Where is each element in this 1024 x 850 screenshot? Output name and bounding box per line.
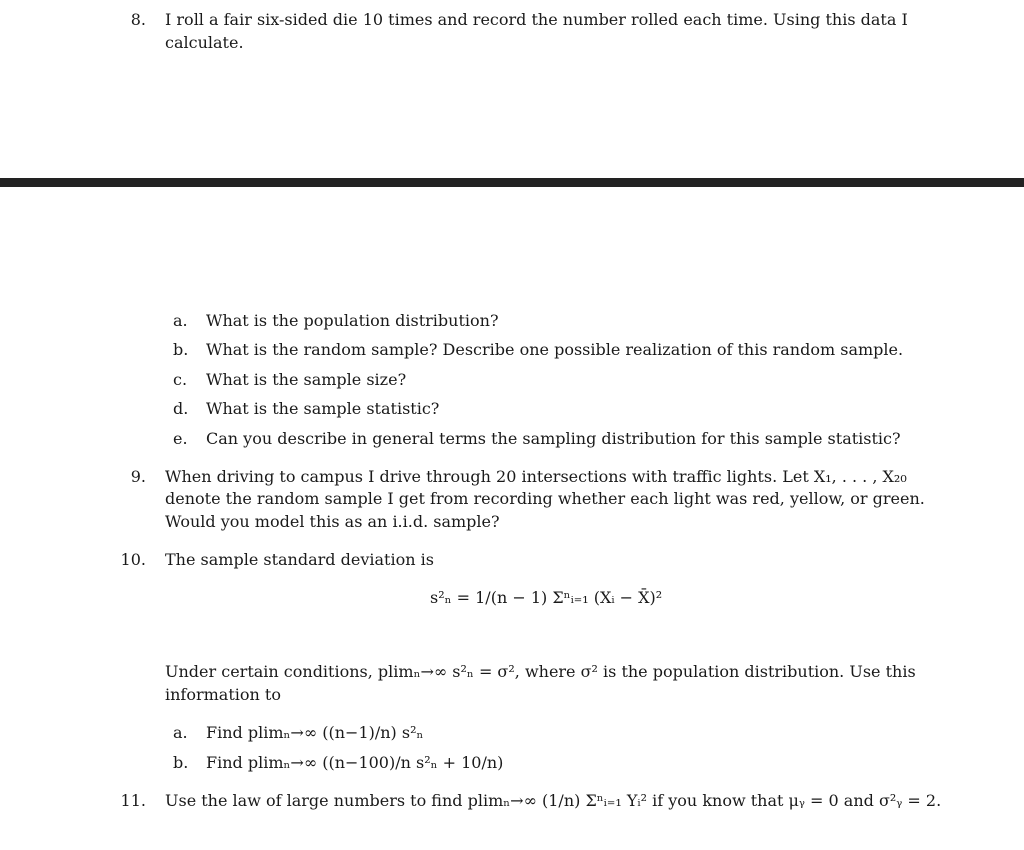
part-label: e.	[173, 429, 188, 448]
page-divider	[0, 178, 1024, 187]
part-label: b.	[173, 753, 189, 772]
question-text-line: Use the law of large numbers to find plimₙ→∞ (1/n) Σⁿᵢ₌₁ Yᵢ² if you know that μᵧ = 0 and σ²ᵧ = 2.	[165, 791, 942, 810]
question-text-line: When driving to campus I drive through 20 intersections with traffic lights. Let X₁, . . . , X₂₀	[165, 467, 907, 486]
question-number: 8.	[130, 10, 146, 29]
part-text: What is the random sample? Describe one possible realization of this random sample.	[206, 340, 904, 359]
part-label: c.	[173, 370, 188, 389]
question-number: 9.	[130, 467, 146, 486]
question-text-line: Would you model this as an i.i.d. sample?	[165, 512, 500, 531]
sample-variance-formula: s²ₙ = 1/(n − 1) Σⁿᵢ₌₁ (Xᵢ − X̄)²	[430, 588, 663, 607]
part-label: d.	[173, 399, 189, 418]
question-text-line: I roll a fair six-sided die 10 times and record the number rolled each time. Using this data I	[165, 10, 908, 29]
question-number: 10.	[120, 550, 146, 569]
question-text-line: denote the random sample I get from recording whether each light was red, yellow, or green.	[165, 489, 925, 508]
part-label: a.	[173, 311, 188, 330]
part-text: What is the population distribution?	[206, 311, 499, 330]
question-text-line: Under certain conditions, plimₙ→∞ s²ₙ = σ², where σ² is the population distribution. Use this	[165, 662, 916, 681]
question-text-line: The sample standard deviation is	[165, 550, 434, 569]
part-text: Find plimₙ→∞ ((n−100)/n s²ₙ + 10/n)	[206, 753, 504, 772]
part-text: Find plimₙ→∞ ((n−1)/n) s²ₙ	[206, 723, 424, 742]
question-text-line: calculate.	[165, 33, 244, 52]
part-label: b.	[173, 340, 189, 359]
part-text: What is the sample statistic?	[206, 399, 440, 418]
part-text: What is the sample size?	[206, 370, 407, 389]
question-text-line: information to	[165, 685, 281, 704]
part-label: a.	[173, 723, 188, 742]
question-number: 11.	[120, 791, 146, 810]
part-text: Can you describe in general terms the sampling distribution for this sample statistic?	[206, 429, 901, 448]
